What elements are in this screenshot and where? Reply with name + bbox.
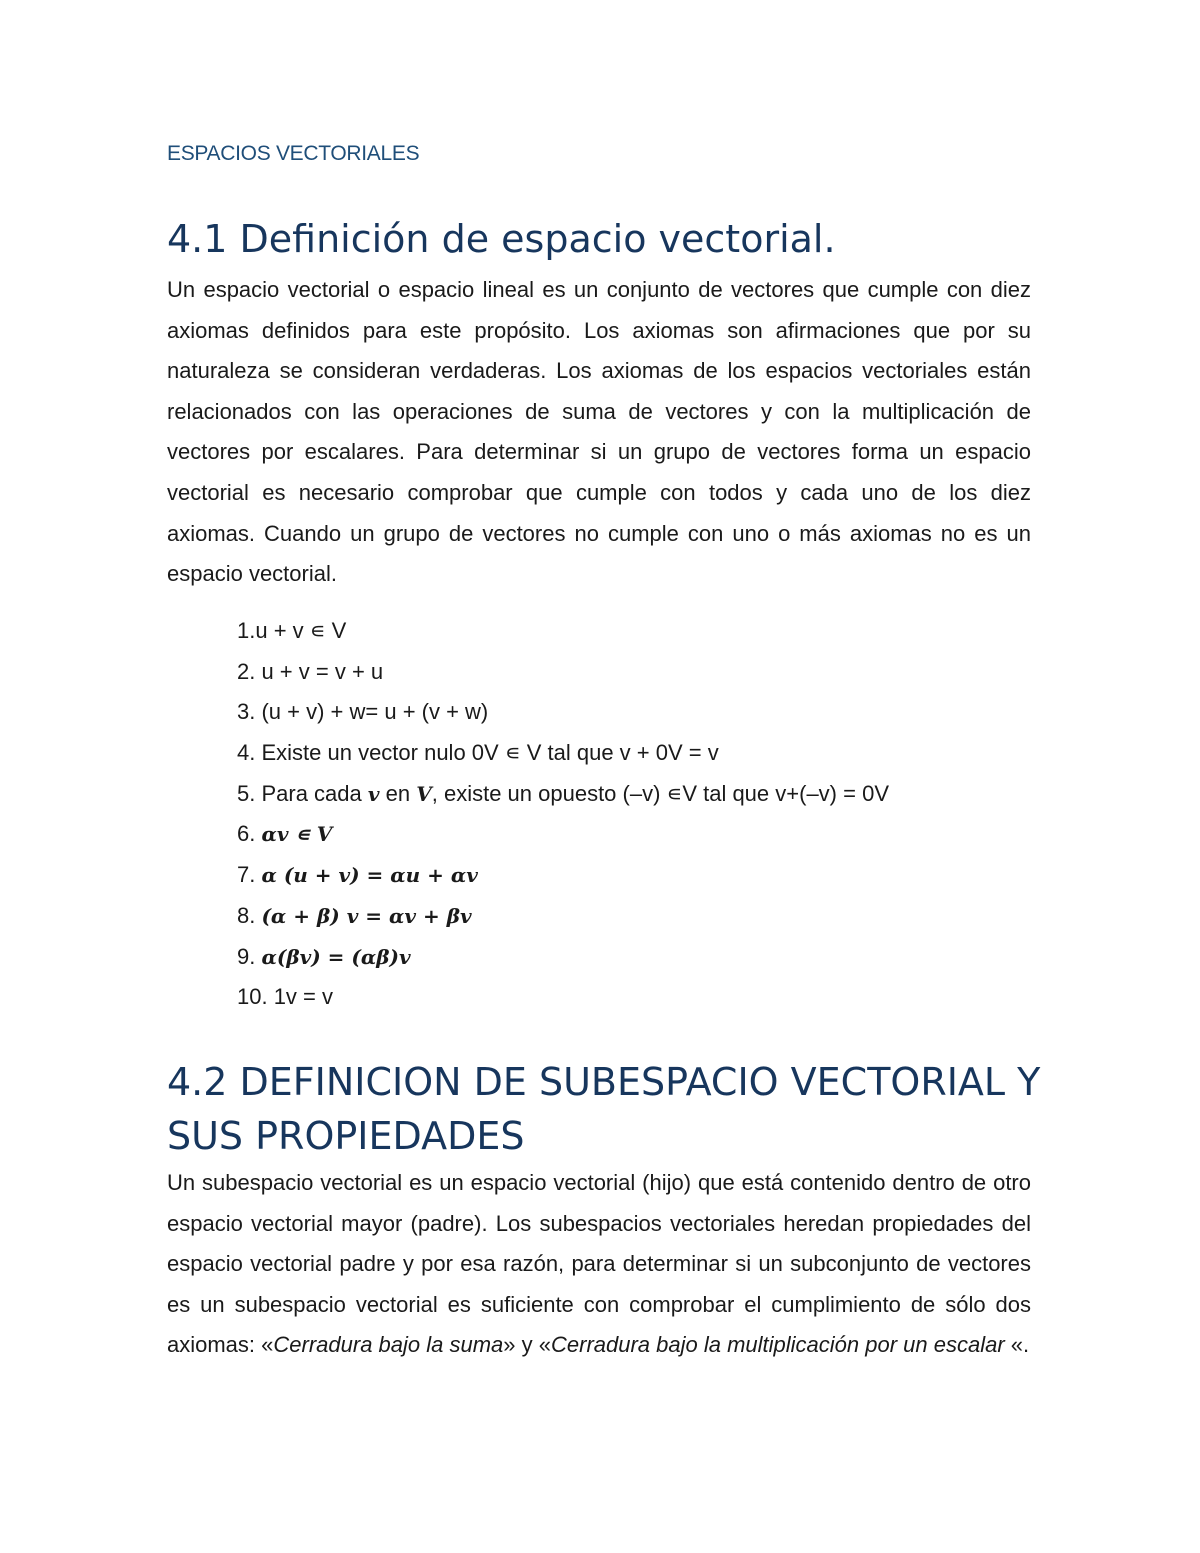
section-1-heading: 4.1 Definición de espacio vectorial. [167, 217, 836, 261]
axiom-3: 3. (u + v) + w= u + (v + w) [237, 699, 489, 725]
axiom-5-var-V: V [416, 781, 432, 806]
axiom-5-var-v: v [367, 781, 380, 806]
axiom-2: 2. u + v = v + u [237, 658, 384, 684]
axiom-9-num: 9. [237, 943, 262, 969]
term-cerradura-suma: Cerradura bajo la suma [273, 1332, 504, 1358]
axiom-8 [237, 896, 889, 937]
section-2-paragraph [167, 1163, 1031, 1366]
section-2-paragraph-start: Un subespacio vectorial es un espacio vectorial (hijo) que está contenido dentro de otro espacio vectorial mayor (padre). Los subespacios vectoriales heredan propiedades del espacio vectorial padre y por esa razón, para determinar si un subconjunto de vectores es un subespacio vectorial es suficiente con comprobar el cumplimiento de sólo dos axiomas: « [167, 1170, 1031, 1358]
axiom-6-num: 6. [237, 821, 262, 847]
axiom-9 [237, 937, 889, 978]
axiom-4: 4. Existe un vector nulo 0V ∊ V tal que v + 0V = v [237, 740, 719, 766]
axiom-7-num: 7. [237, 862, 262, 888]
section-2-paragraph-middle: » y « [503, 1332, 551, 1358]
axiom-5-prefix: 5. Para cada [237, 780, 368, 806]
axiom-9-expr: α(βv) = (αβ)v [261, 944, 411, 969]
section-2-heading: 4.2 DEFINICION DE SUBESPACIO VECTORIAL Y SUS PROPIEDADES [167, 1060, 1041, 1158]
axiom-10: 10. 1v = v [237, 984, 334, 1010]
axiom-6-expr: αv ∊ V [261, 822, 333, 847]
document-header: ESPACIOS VECTORIALES [167, 142, 420, 165]
axioms-list [237, 611, 889, 1018]
axiom-7-expr: α (u + v) = αu + αv [261, 863, 478, 888]
axiom-8-expr: (α + β) v = αv + βv [261, 903, 472, 928]
section-2-paragraph-end: «. [1010, 1332, 1030, 1358]
term-cerradura-multiplicacion: Cerradura bajo la multiplicación por un escalar [551, 1332, 1011, 1358]
axiom-5-rest: , existe un opuesto (–v) ∊V tal que v+(–v) = 0V [431, 780, 889, 806]
axiom-8-num: 8. [237, 902, 262, 928]
axiom-5 [237, 774, 889, 815]
section-1-paragraph: Un espacio vectorial o espacio lineal es un conjunto de vectores que cumple con diez axiomas definidos para este propósito. Los axiomas son afirmaciones que por su naturaleza se consideran verdaderas. Los axiomas de los espacios vectoriales están relacionados con las operaciones de suma de vectores y con la multiplicación de vectores por escalares. Para determinar si un grupo de vectores forma un espacio vectorial es necesario comprobar que cumple con todos y cada uno de los diez axiomas. Cuando un grupo de vectores no cumple con uno o más axiomas no es un espacio vectorial. [167, 277, 1031, 587]
axiom-1: 1.u + v ∊ V [237, 618, 347, 643]
axiom-5-mid: en [379, 780, 417, 806]
axiom-6 [237, 814, 889, 855]
axiom-7 [237, 855, 889, 896]
